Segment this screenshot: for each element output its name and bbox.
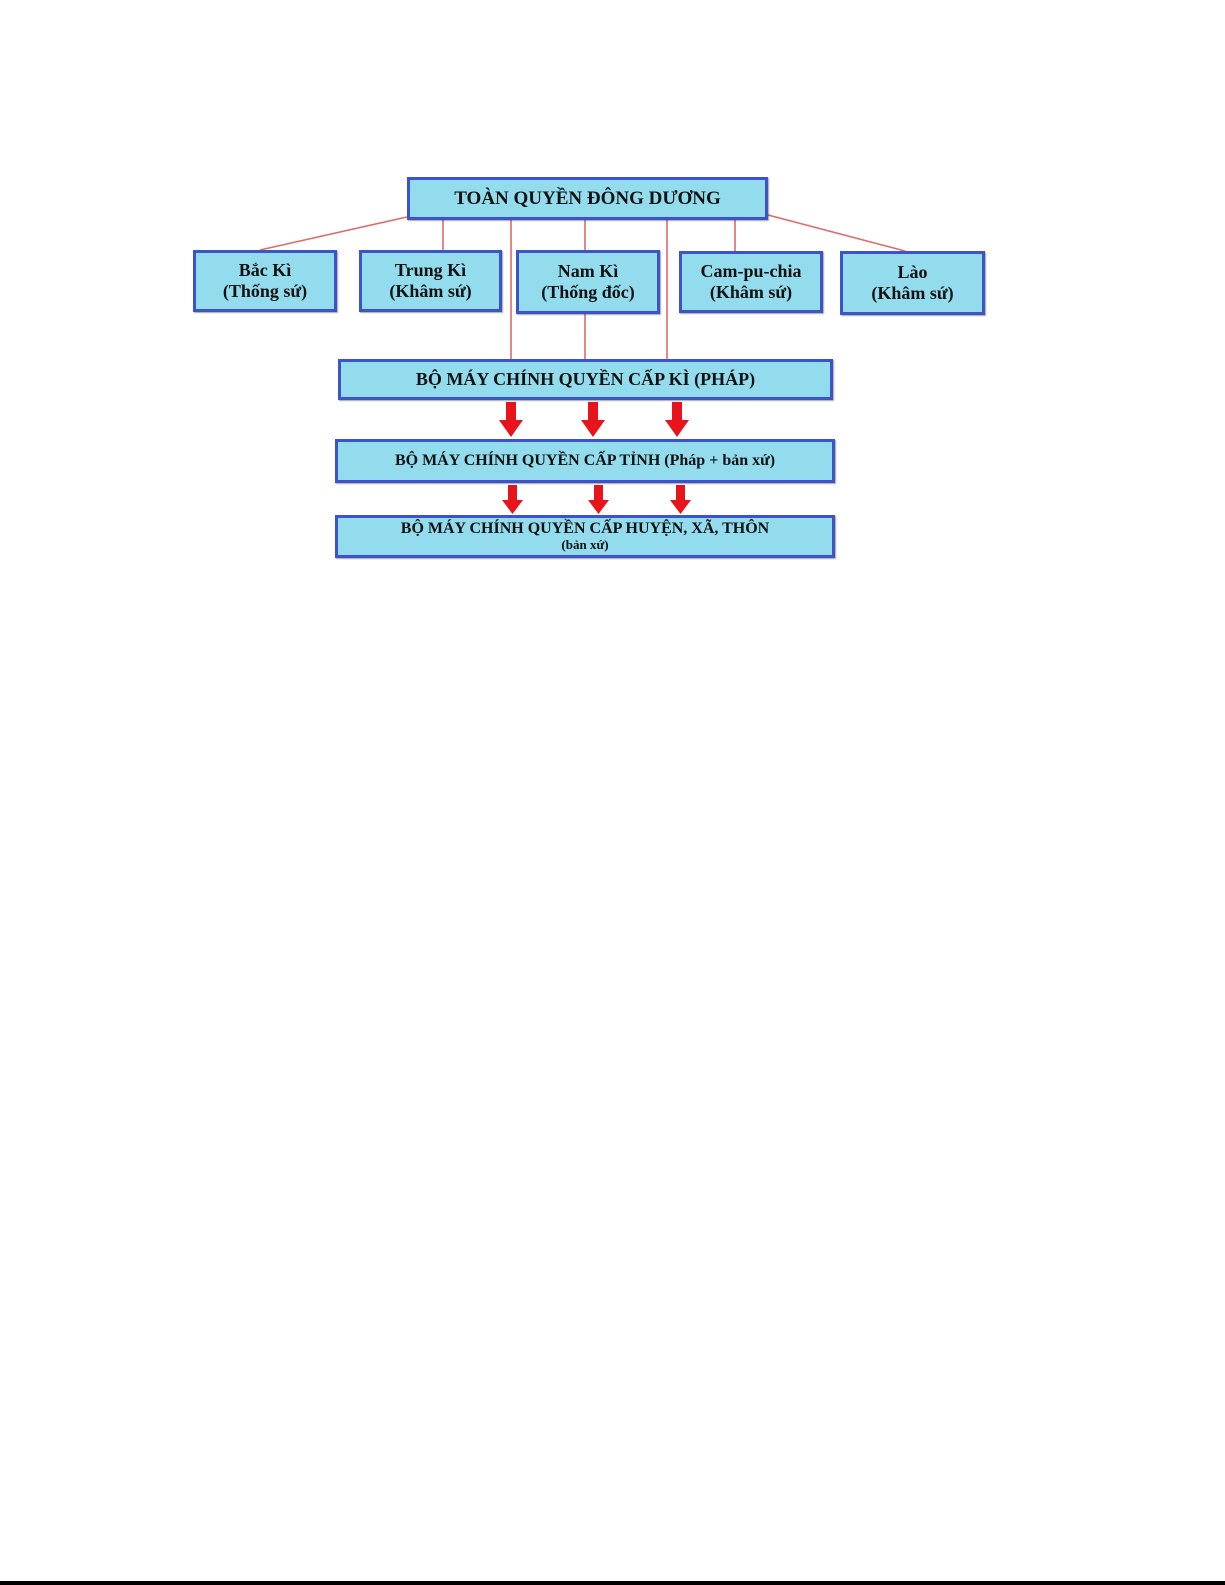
governor-general-box bbox=[407, 177, 768, 220]
connector-bac-ki bbox=[260, 217, 407, 250]
region-box-bac-ki bbox=[193, 250, 337, 312]
region-official: (Khâm sứ) bbox=[871, 283, 954, 303]
region-official: (Thống đốc) bbox=[541, 282, 635, 302]
level-label: BỘ MÁY CHÍNH QUYỀN CẤP HUYỆN, XÃ, THÔN bbox=[400, 519, 770, 537]
arrow-down-icon bbox=[665, 402, 689, 437]
region-official: (Khâm sứ) bbox=[389, 281, 472, 301]
region-name: Nam Kì bbox=[557, 261, 619, 282]
region-name: Cam-pu-chia bbox=[700, 261, 802, 282]
region-box-nam-ki bbox=[516, 250, 660, 314]
arrow-down-icon bbox=[502, 485, 523, 514]
region-name: Lào bbox=[897, 262, 928, 283]
region-box-cam-pu-chia bbox=[679, 251, 823, 313]
level-box-ki bbox=[338, 359, 833, 400]
region-name: Bắc Kì bbox=[238, 260, 292, 281]
arrow-down-icon bbox=[499, 402, 523, 437]
level-box-huyen bbox=[335, 515, 835, 558]
arrow-down-icon bbox=[670, 485, 691, 514]
level-label: BỘ MÁY CHÍNH QUYỀN CẤP KÌ (PHÁP) bbox=[415, 369, 756, 390]
connector-lao bbox=[768, 215, 905, 251]
region-name: Trung Kì bbox=[394, 260, 467, 281]
region-official: (Thống sứ) bbox=[222, 281, 308, 301]
level-sublabel: (bản xứ) bbox=[561, 537, 609, 553]
arrow-down-icon bbox=[588, 485, 609, 514]
page-bottom-rule bbox=[0, 1581, 1225, 1585]
level-box-tinh bbox=[335, 439, 835, 483]
level-label: BỘ MÁY CHÍNH QUYỀN CẤP TỈNH (Pháp + bản xứ) bbox=[394, 451, 776, 469]
region-official: (Khâm sứ) bbox=[709, 282, 793, 302]
arrow-down-icon bbox=[581, 402, 605, 437]
region-box-lao bbox=[840, 251, 985, 315]
region-box-trung-ki bbox=[359, 250, 502, 312]
governor-general-label: TOÀN QUYỀN ĐÔNG DƯƠNG bbox=[454, 187, 721, 209]
